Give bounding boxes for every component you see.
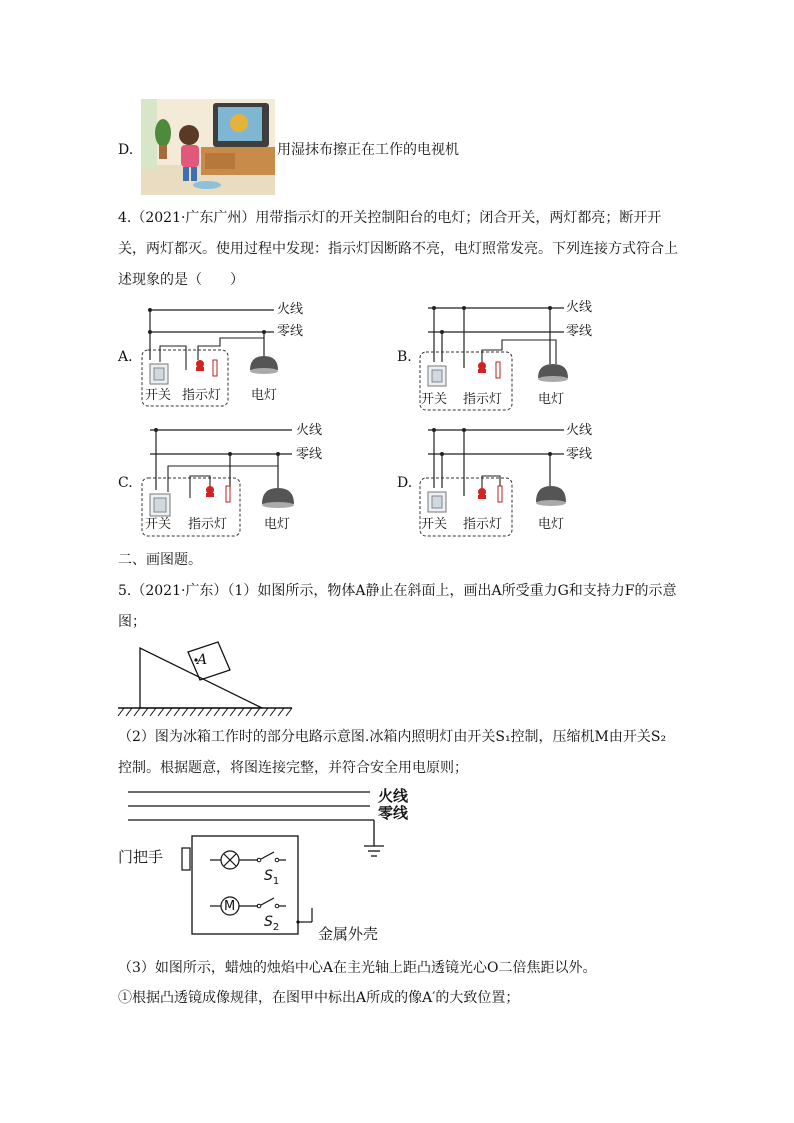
q4-question-text: 4.（2021·广东广州）用带指示灯的开关控制阳台的电灯；闭合开关，两灯都亮；断开开关，两灯都灭。使用过程中发现：指示灯因断路不亮，电灯照常发亮。下列连接方式符合上述现象的是（ ）: [118, 210, 678, 288]
q3-option-d-letter: D.: [118, 142, 134, 158]
q4-c-zero-wire-label: 零线: [296, 447, 323, 462]
q4-a-switch-label: 开关: [145, 388, 172, 403]
motor-label: M: [224, 899, 236, 914]
q4-option-b-letter: B.: [397, 349, 412, 365]
q4-a-lamp-label: 电灯: [251, 388, 278, 403]
s1-label: [264, 866, 279, 892]
q4-d-fire-wire-label: 火线: [566, 423, 593, 438]
q4-d-zero-wire-label: 零线: [566, 447, 593, 462]
tv-scene-image: [141, 99, 275, 195]
q3-option-d-text: 用湿抹布擦正在工作的电视机: [277, 142, 459, 158]
q4-c-switch-label: 开关: [145, 517, 172, 532]
q4-a-indicator-label: 指示灯: [182, 388, 222, 403]
s2-letter: S: [264, 914, 273, 930]
q4-b-zero-wire-label: 零线: [566, 324, 593, 339]
q4-option-d-letter: D.: [397, 475, 413, 491]
q4-d-switch-label: 开关: [421, 517, 448, 532]
q4-b-fire-wire-label: 火线: [566, 300, 593, 315]
q4-b-switch-label: 开关: [421, 392, 448, 407]
q4-a-fire-wire-label: 火线: [277, 302, 304, 317]
metal-shell-label: 金属外壳: [318, 925, 379, 943]
s2-subscript: 2: [272, 921, 280, 933]
q5-part3-sub-text: ①根据凸透镜成像规律，在图甲中标出A所成的像A′的大致位置；: [118, 990, 520, 1006]
incline-block-label: A: [197, 652, 208, 668]
q4-d-lamp-label: 电灯: [538, 517, 565, 532]
fridge-zero-wire-label: 零线: [378, 804, 409, 822]
s2-label: [264, 912, 279, 938]
door-handle-label: 门把手: [118, 848, 164, 866]
incline-diagram: [116, 634, 296, 718]
s1-subscript: 1: [272, 875, 280, 887]
q4-b-indicator-label: 指示灯: [463, 392, 503, 407]
q4-option-c-letter: C.: [118, 475, 133, 491]
s1-letter: S: [264, 868, 273, 884]
q4-option-a-letter: A.: [118, 349, 133, 365]
q4-d-indicator-label: 指示灯: [463, 517, 503, 532]
q4-c-lamp-label: 电灯: [264, 517, 291, 532]
q4-b-lamp-label: 电灯: [538, 392, 565, 407]
q4-a-zero-wire-label: 零线: [277, 324, 304, 339]
q5-part2-text: （2）图为冰箱工作时的部分电路示意图.冰箱内照明灯由开关S₁控制，压缩机M由开关S₂控制。根据题意，将图连接完整，并符合安全用电原则；: [118, 729, 667, 776]
q5-intro-text: 5.（2021·广东）（1）如图所示，物体A静止在斜面上，画出A所受重力G和支持力F的示意图；: [118, 583, 677, 630]
section-title: 二、画图题。: [118, 552, 202, 568]
q4-c-indicator-label: 指示灯: [188, 517, 228, 532]
q4-c-fire-wire-label: 火线: [296, 423, 323, 438]
fridge-fire-wire-label: 火线: [378, 787, 409, 805]
q5-part3-text: （3）如图所示，蜡烛的烛焰中心A在主光轴上距凸透镜光心O二倍焦距以外。: [118, 960, 597, 976]
